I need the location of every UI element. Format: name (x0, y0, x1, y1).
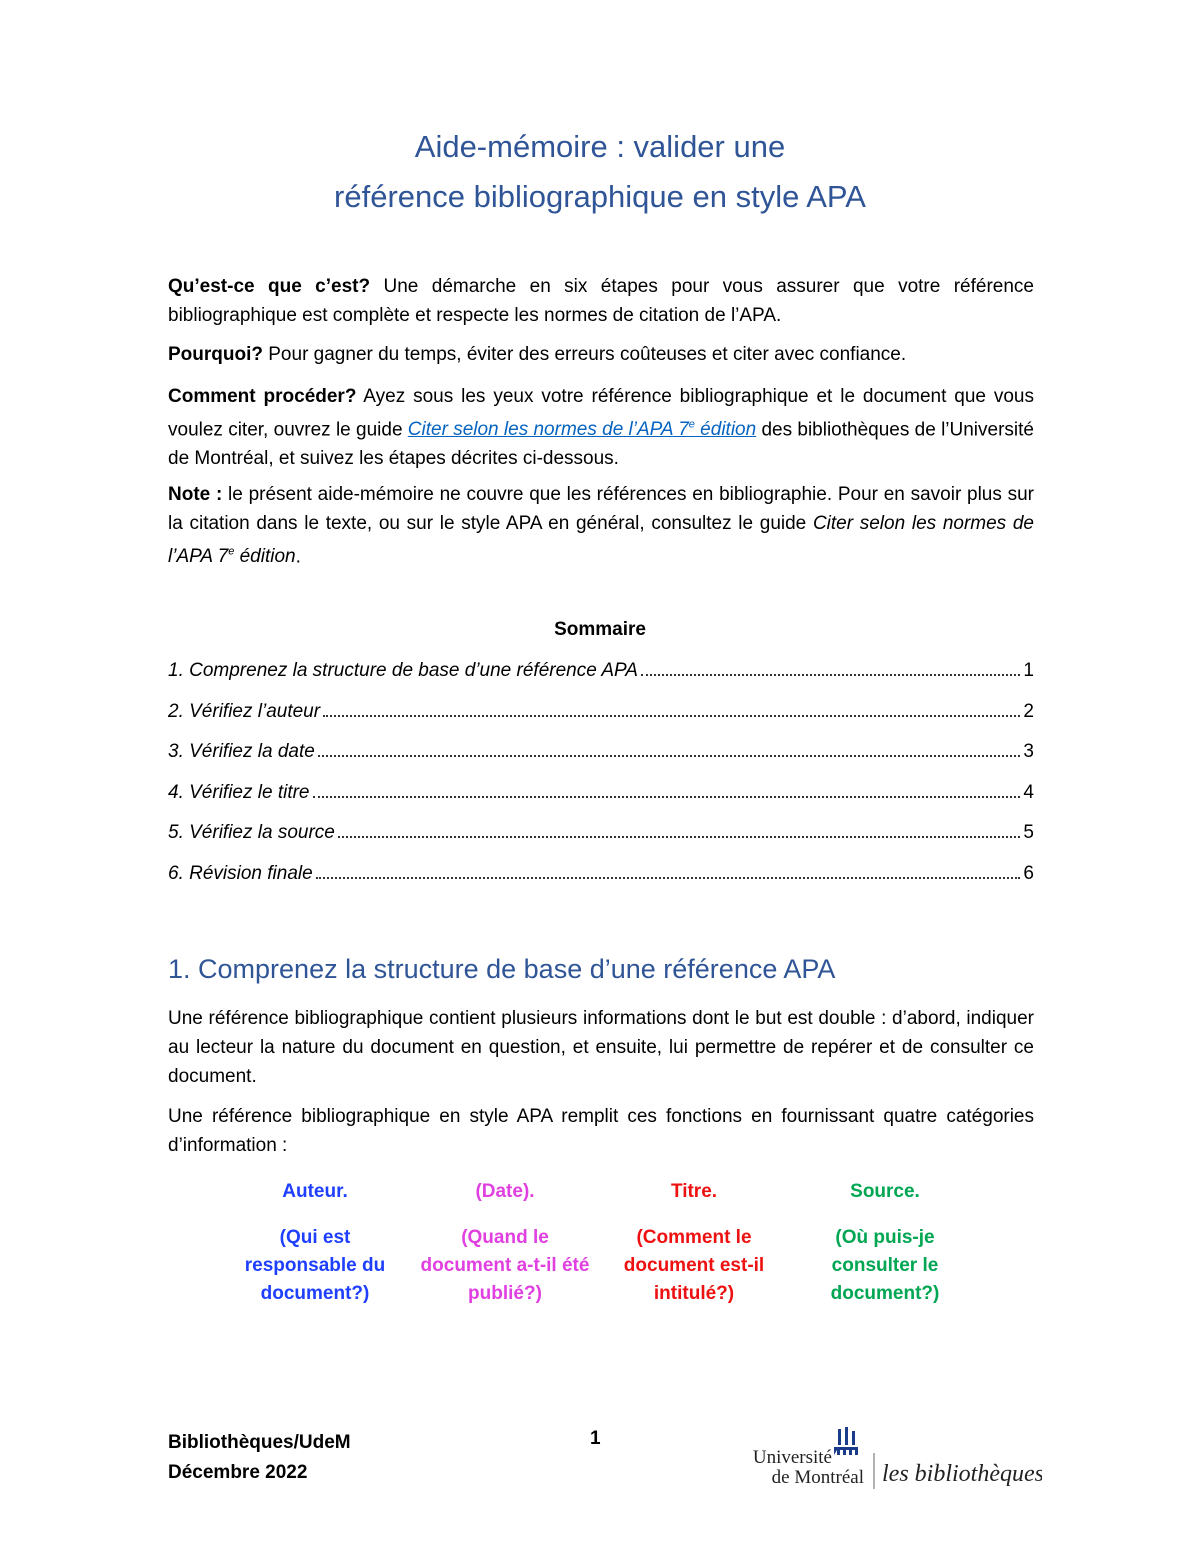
footer-info (168, 1428, 351, 1488)
note-guide-title: Citer selon les normes de l’APA 7e édition (168, 513, 1034, 568)
logo-libraries-text: les bibliothèques (882, 1461, 1042, 1487)
section-1-paragraph-2: Une référence bibliographique en style APA remplit ces fonctions en fournissant quatre catégories d’information : (168, 1106, 1034, 1156)
toc-item-page: 6 (1023, 862, 1034, 884)
category-author (225, 1178, 405, 1308)
toc-item[interactable] (168, 822, 1034, 863)
toc-item[interactable] (168, 863, 1034, 904)
category-label: Auteur. (282, 1181, 348, 1202)
category-label: Source. (850, 1181, 920, 1202)
udem-emblem-icon (834, 1427, 858, 1455)
udem-libraries-logo (722, 1425, 1042, 1495)
toc-item-page: 3 (1023, 741, 1034, 762)
toc-item[interactable] (168, 741, 1034, 782)
page-number: 1 (590, 1428, 601, 1449)
toc-item-page: 5 (1023, 822, 1034, 843)
section-1-paragraph-1: Une référence bibliographique contient plusieurs informations dont le but est double : d’abord, indiquer au lecteur la nature du document en question, et ensuite, lui permettre de repérer et de consulter ce document. (168, 1008, 1034, 1087)
section-1-heading: 1. Comprenez la structure de base d’une référence APA (168, 954, 836, 984)
why-label: Pourquoi? (168, 344, 263, 365)
toc-item-label: 6. Révision finale (168, 862, 313, 884)
document-title (0, 122, 1200, 222)
why-text: Pour gagner du temps, éviter des erreurs coûteuses et citer avec confiance. (262, 344, 907, 365)
category-question: (Où puis-je consulter le document?) (830, 1227, 940, 1304)
table-of-contents (168, 660, 1034, 903)
toc-item[interactable] (168, 782, 1034, 823)
category-date (415, 1178, 595, 1308)
what-text: Une démarche en six étapes pour vous assurer que votre référence bibliographique est complète et respecte les normes de citation de l’APA. (168, 276, 1034, 326)
toc-item-label: 3. Vérifiez la date (168, 741, 315, 762)
category-label: Titre. (670, 1181, 718, 1202)
how-label: Comment procéder? (168, 386, 357, 407)
logo-univ-line-2: de Montréal (771, 1467, 864, 1488)
intro-how (168, 382, 1034, 473)
toc-item[interactable] (168, 701, 1034, 742)
category-title (604, 1178, 784, 1308)
intro-note (168, 480, 1034, 571)
toc-item-label: 1. Comprenez la structure de base d’une référence APA (168, 660, 638, 681)
toc-leader (316, 877, 1021, 879)
note-text: le présent aide-mémoire ne couvre que les références en bibliographie. Pour en savoir plus sur la citation dans le texte, ou sur le style APA en général, consultez le guide (168, 484, 1034, 534)
title-line-2: référence bibliographique en style APA (334, 179, 866, 214)
toc-leader (323, 715, 1020, 717)
toc-leader (318, 755, 1021, 757)
toc-item-label: 5. Vérifiez la source (168, 822, 335, 843)
guide-link[interactable]: Citer selon les normes de l’APA 7e édition (407, 419, 757, 441)
toc-item-label: 2. Vérifiez l’auteur (168, 700, 321, 722)
how-text-1: Ayez sous les yeux votre référence bibliographique et le document que vous voulez citer, ouvrez le guide (168, 386, 1034, 441)
intro-what (168, 272, 1034, 330)
toc-leader (641, 674, 1020, 676)
note-end: . (295, 546, 301, 568)
toc-item-label: 4. Vérifiez le titre (168, 781, 310, 803)
toc-item-page: 4 (1023, 781, 1034, 803)
category-source (795, 1178, 975, 1308)
what-label: Qu’est-ce que c’est? (168, 276, 371, 297)
toc-heading: Sommaire (554, 619, 646, 640)
toc-leader (313, 796, 1021, 798)
category-question: (Qui est responsable du document?) (244, 1227, 386, 1304)
footer-org: Bibliothèques/UdeM (168, 1432, 351, 1453)
logo-graphic (722, 1425, 1042, 1495)
intro-why (168, 340, 1034, 369)
category-question: (Comment le document est-il intitulé?) (623, 1227, 765, 1304)
toc-leader (338, 836, 1021, 838)
title-line-1: Aide-mémoire : valider une (414, 129, 786, 164)
how-text-2: des bibliothèques de l’Université de Montréal, et suivez les étapes décrites ci-dessous. (168, 419, 1034, 470)
toc-item-page: 2 (1023, 700, 1034, 722)
note-label: Note : (168, 484, 223, 505)
category-question: (Quand le document a-t-il été publié?) (420, 1227, 590, 1304)
category-label: (Date). (475, 1181, 535, 1202)
footer-date: Décembre 2022 (168, 1462, 308, 1483)
toc-item[interactable] (168, 660, 1034, 701)
toc-item-page: 1 (1023, 660, 1034, 681)
logo-univ-line-1: Université (752, 1447, 832, 1468)
